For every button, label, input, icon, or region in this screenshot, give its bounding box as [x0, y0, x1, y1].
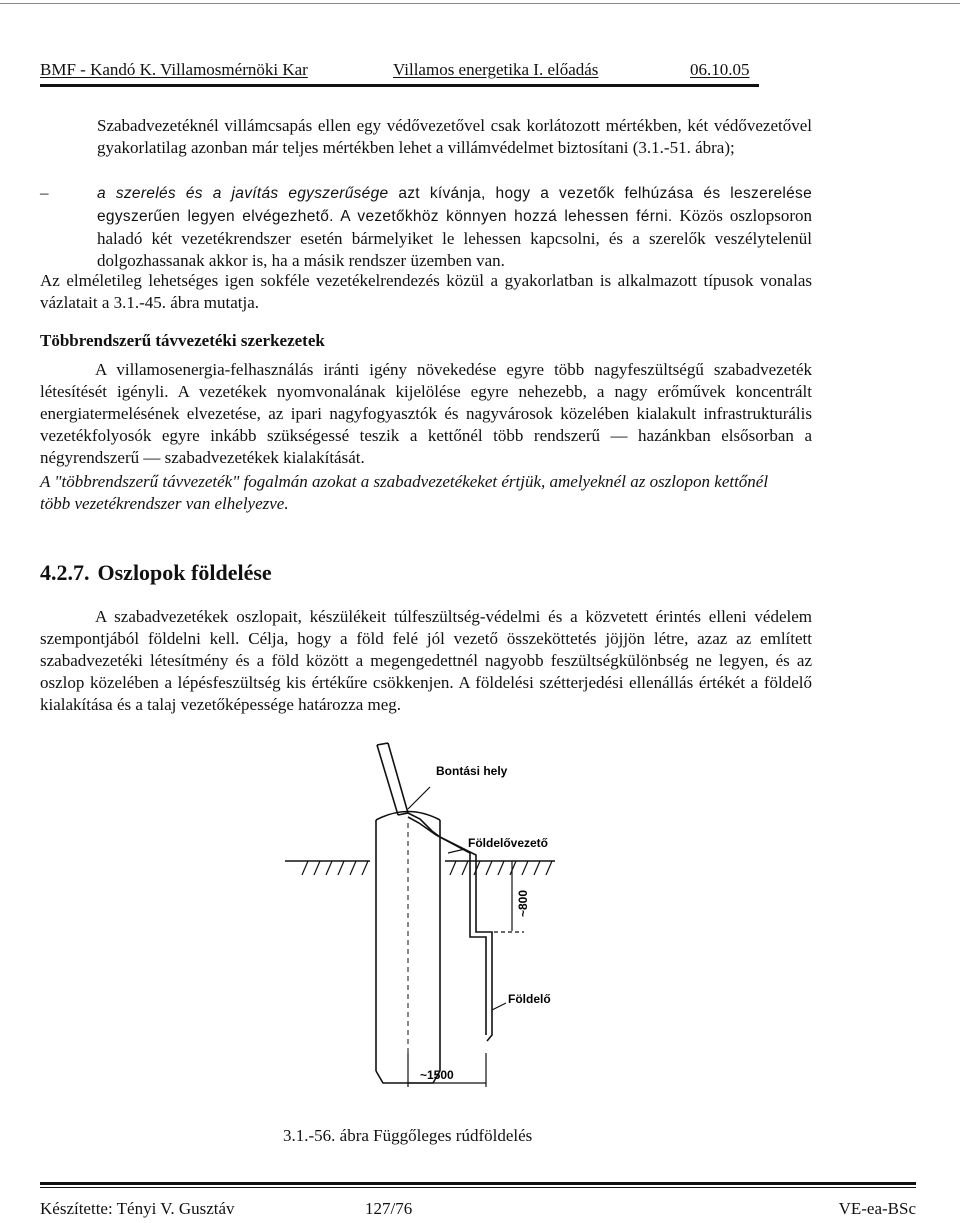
header-course: Villamos energetika I. előadás	[393, 60, 599, 79]
footer-page-number: 127/76	[365, 1199, 413, 1218]
grounding-paragraph: A szabadvezetékek oszlopait, készülékeit túlfeszültség-védelmi és a közvetett érintés elleni védelem szempontjából földelni kell. Célja, hogy a föld felé jól vezető összeköttetés jöjjön létre, azaz az említett szabadvezetéki létesítmény és a föld között a megengedettnél nagyobb feszültségkülönbség ne legyen, és az oszlop közelében a lépésfeszültség kis értékűre csökkenjen. A földelési szétterjedési ellenállás értékét a földelő kialakítása és a talaj vezetőképessége határozza meg.	[40, 607, 812, 714]
section-number: 4.2.7.	[40, 560, 90, 585]
footer-author: Készítette: Tényi V. Gusztáv	[40, 1199, 235, 1218]
section-heading	[40, 560, 272, 586]
footer-course-code: VE-ea-BSc	[838, 1199, 916, 1218]
label-grounding-conductor: Földelővezető	[468, 836, 549, 850]
label-width: ~1500	[420, 1068, 454, 1082]
footer-rule-thin	[40, 1187, 916, 1188]
layout-reference-paragraph: Az elméletileg lehetséges igen sokféle vezetékelrendezés közül a gyakorlatban is alkalmazott típusok vonalas vázlatait a 3.1.-45. ábra mutatja.	[40, 271, 812, 312]
header-date: 06.10.05	[690, 60, 750, 79]
disconnect-leader	[408, 787, 430, 809]
dash-bullet: –	[40, 183, 49, 202]
section-title: Oszlopok földelése	[97, 560, 272, 585]
page-footer	[40, 1199, 916, 1221]
label-electrode: Földelő	[508, 992, 551, 1006]
top-scan-line	[0, 3, 960, 4]
figure-caption: 3.1.-56. ábra Függőleges rúdföldelés	[283, 1126, 533, 1145]
dash-list-item	[40, 182, 812, 272]
multi-system-paragraph: A villamosenergia-felhasználás iránti igény növekedése egyre több nagyfeszültségű szabadvezeték létesítését igényli. A vezetékek nyomvonalának kijelölése egyre nehezebb, a nagy erőművek koncentrált energiatermelésének elvezetése, az ipari nagyfogyasztók és nagyvárosok közelében kialakult infrastrukturális vezetékfolyosók egyre inkább szükségessé teszik a kettőnél több rendszerű — hazánkban elsősorban a négyrendszerű — szabadvezetékek kialakítását.	[40, 360, 812, 467]
subsection-heading: Többrendszerű távvezetéki szerkezetek	[40, 331, 325, 350]
rod-grounding-figure	[280, 735, 580, 1105]
dash-item-text: azt kívánja, hogy a vezetők felhúzása és leszerelése egyszerűen legyen elvégezhető. A vezetőkhöz könnyen hozzá lehessen férni.	[97, 185, 813, 225]
header-institution: BMF - Kandó K. Villamosmérnöki Kar	[40, 60, 308, 79]
dash-item-emphasis: a szerelés és a javítás egyszerűsége	[97, 185, 389, 202]
label-disconnect-point: Bontási hely	[436, 764, 508, 778]
pole-stub-top	[377, 743, 388, 745]
header-rule	[40, 84, 759, 87]
label-depth: ~800	[516, 889, 530, 917]
intro-paragraph: Szabadvezetéknél villámcsapás ellen egy védővezetővel csak korlátozott mértékben, két védővezetővel gyakorlatilag azonban már teljes mértékben lehet a villámvédelmet biztosítani (3.1.-51. ábra);	[97, 116, 812, 157]
conductor-leader	[448, 849, 465, 853]
definition-paragraph: A "többrendszerű távvezeték" fogalmán azokat a szabadvezetékeket értjük, amelyeknél az oszlopon kettőnél több vezetékrendszer van elhelyezve.	[40, 472, 769, 513]
ground-hatch-left	[302, 861, 368, 875]
electrode-leader	[492, 1003, 506, 1010]
dash-item-text-serif: Közös oszlopsoron haladó két vezetékrendszer esetén bármelyiket le lehessen kapcsolni, és a szerelők veszélytelenül dolgozhassanak akkor is, ha a másik rendszer üzemben van.	[97, 206, 813, 270]
ground-hatch-right	[450, 861, 552, 875]
page-header	[40, 60, 759, 84]
footer-rule-thick	[40, 1182, 916, 1185]
pole-stub	[377, 743, 408, 815]
rod-grounding-diagram	[280, 735, 580, 1105]
